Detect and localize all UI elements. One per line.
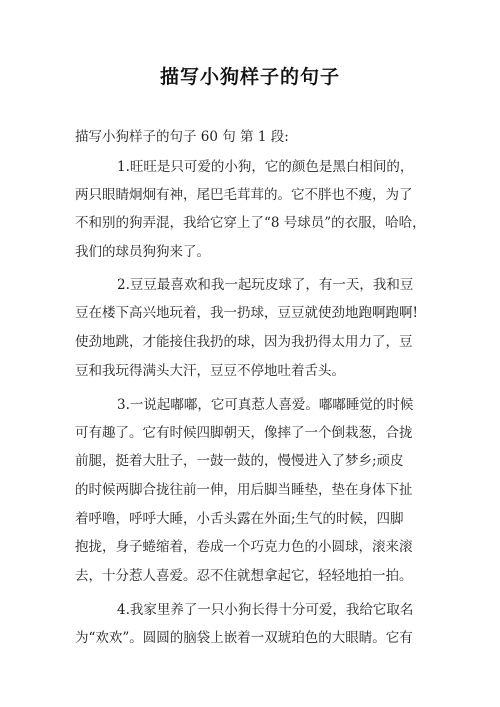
text-line: 3.一说起嘟嘟，它可真惹人喜爱。嘟嘟睡觉的时候: [117, 397, 414, 413]
text-line: 2.豆豆最喜欢和我一起玩皮球了，有一天，我和豆: [117, 277, 414, 293]
text-line: 我们的球员狗狗来了。: [75, 244, 210, 260]
text-line: 可有趣了。它有时候四脚朝天，像摔了一个倒栽葱，合拢: [75, 425, 413, 441]
text-line: 4.我家里养了一只小狗长得十分可爱，我给它取名: [117, 602, 414, 618]
text-line: 豆在楼下高兴地玩着，我一扔球，豆豆就使劲地跑啊跑啊!: [75, 305, 418, 321]
text-line: 抱拢，身子蜷缩着，卷成一个巧克力色的小圆球，滚来滚: [75, 539, 413, 555]
intro-line: 描写小狗样子的句子 60 句 第 1 段:: [75, 129, 289, 145]
text-line: 使劲地跳，才能接住我扔的球，因为我扔得太用力了，豆: [75, 334, 413, 350]
text-line: 着呼噜，呼呼大睡，小舌头露在外面;生气的时候，四脚: [75, 511, 404, 527]
text-line: 1.旺旺是只可爱的小狗，它的颜色是黑白相间的，: [117, 159, 414, 175]
text-line: 不和别的狗弄混，我给它穿上了“8 号球员”的衣服，哈哈，: [75, 215, 426, 231]
text-line: 前腿，挺着大肚子，一鼓一鼓的，慢慢进入了梦乡;顽皮: [75, 453, 404, 469]
text-line: 的时候两脚合拢往前一伸，用后脚当睡垫，垫在身体下扯: [75, 482, 413, 498]
page-title: 描写小狗样子的句子: [159, 66, 340, 88]
text-line: 豆和我玩得满头大汗，豆豆不停地吐着舌头。: [75, 363, 345, 379]
text-line: 去，十分惹人喜爱。忍不住就想拿起它，轻轻地拍一拍。: [75, 568, 413, 584]
text-line: 为“欢欢”。圆圆的脑袋上嵌着一双琥珀色的大眼睛。它有: [75, 630, 413, 646]
text-line: 两只眼睛炯炯有神，尾巴毛茸茸的。它不胖也不瘦，为了: [75, 187, 413, 203]
